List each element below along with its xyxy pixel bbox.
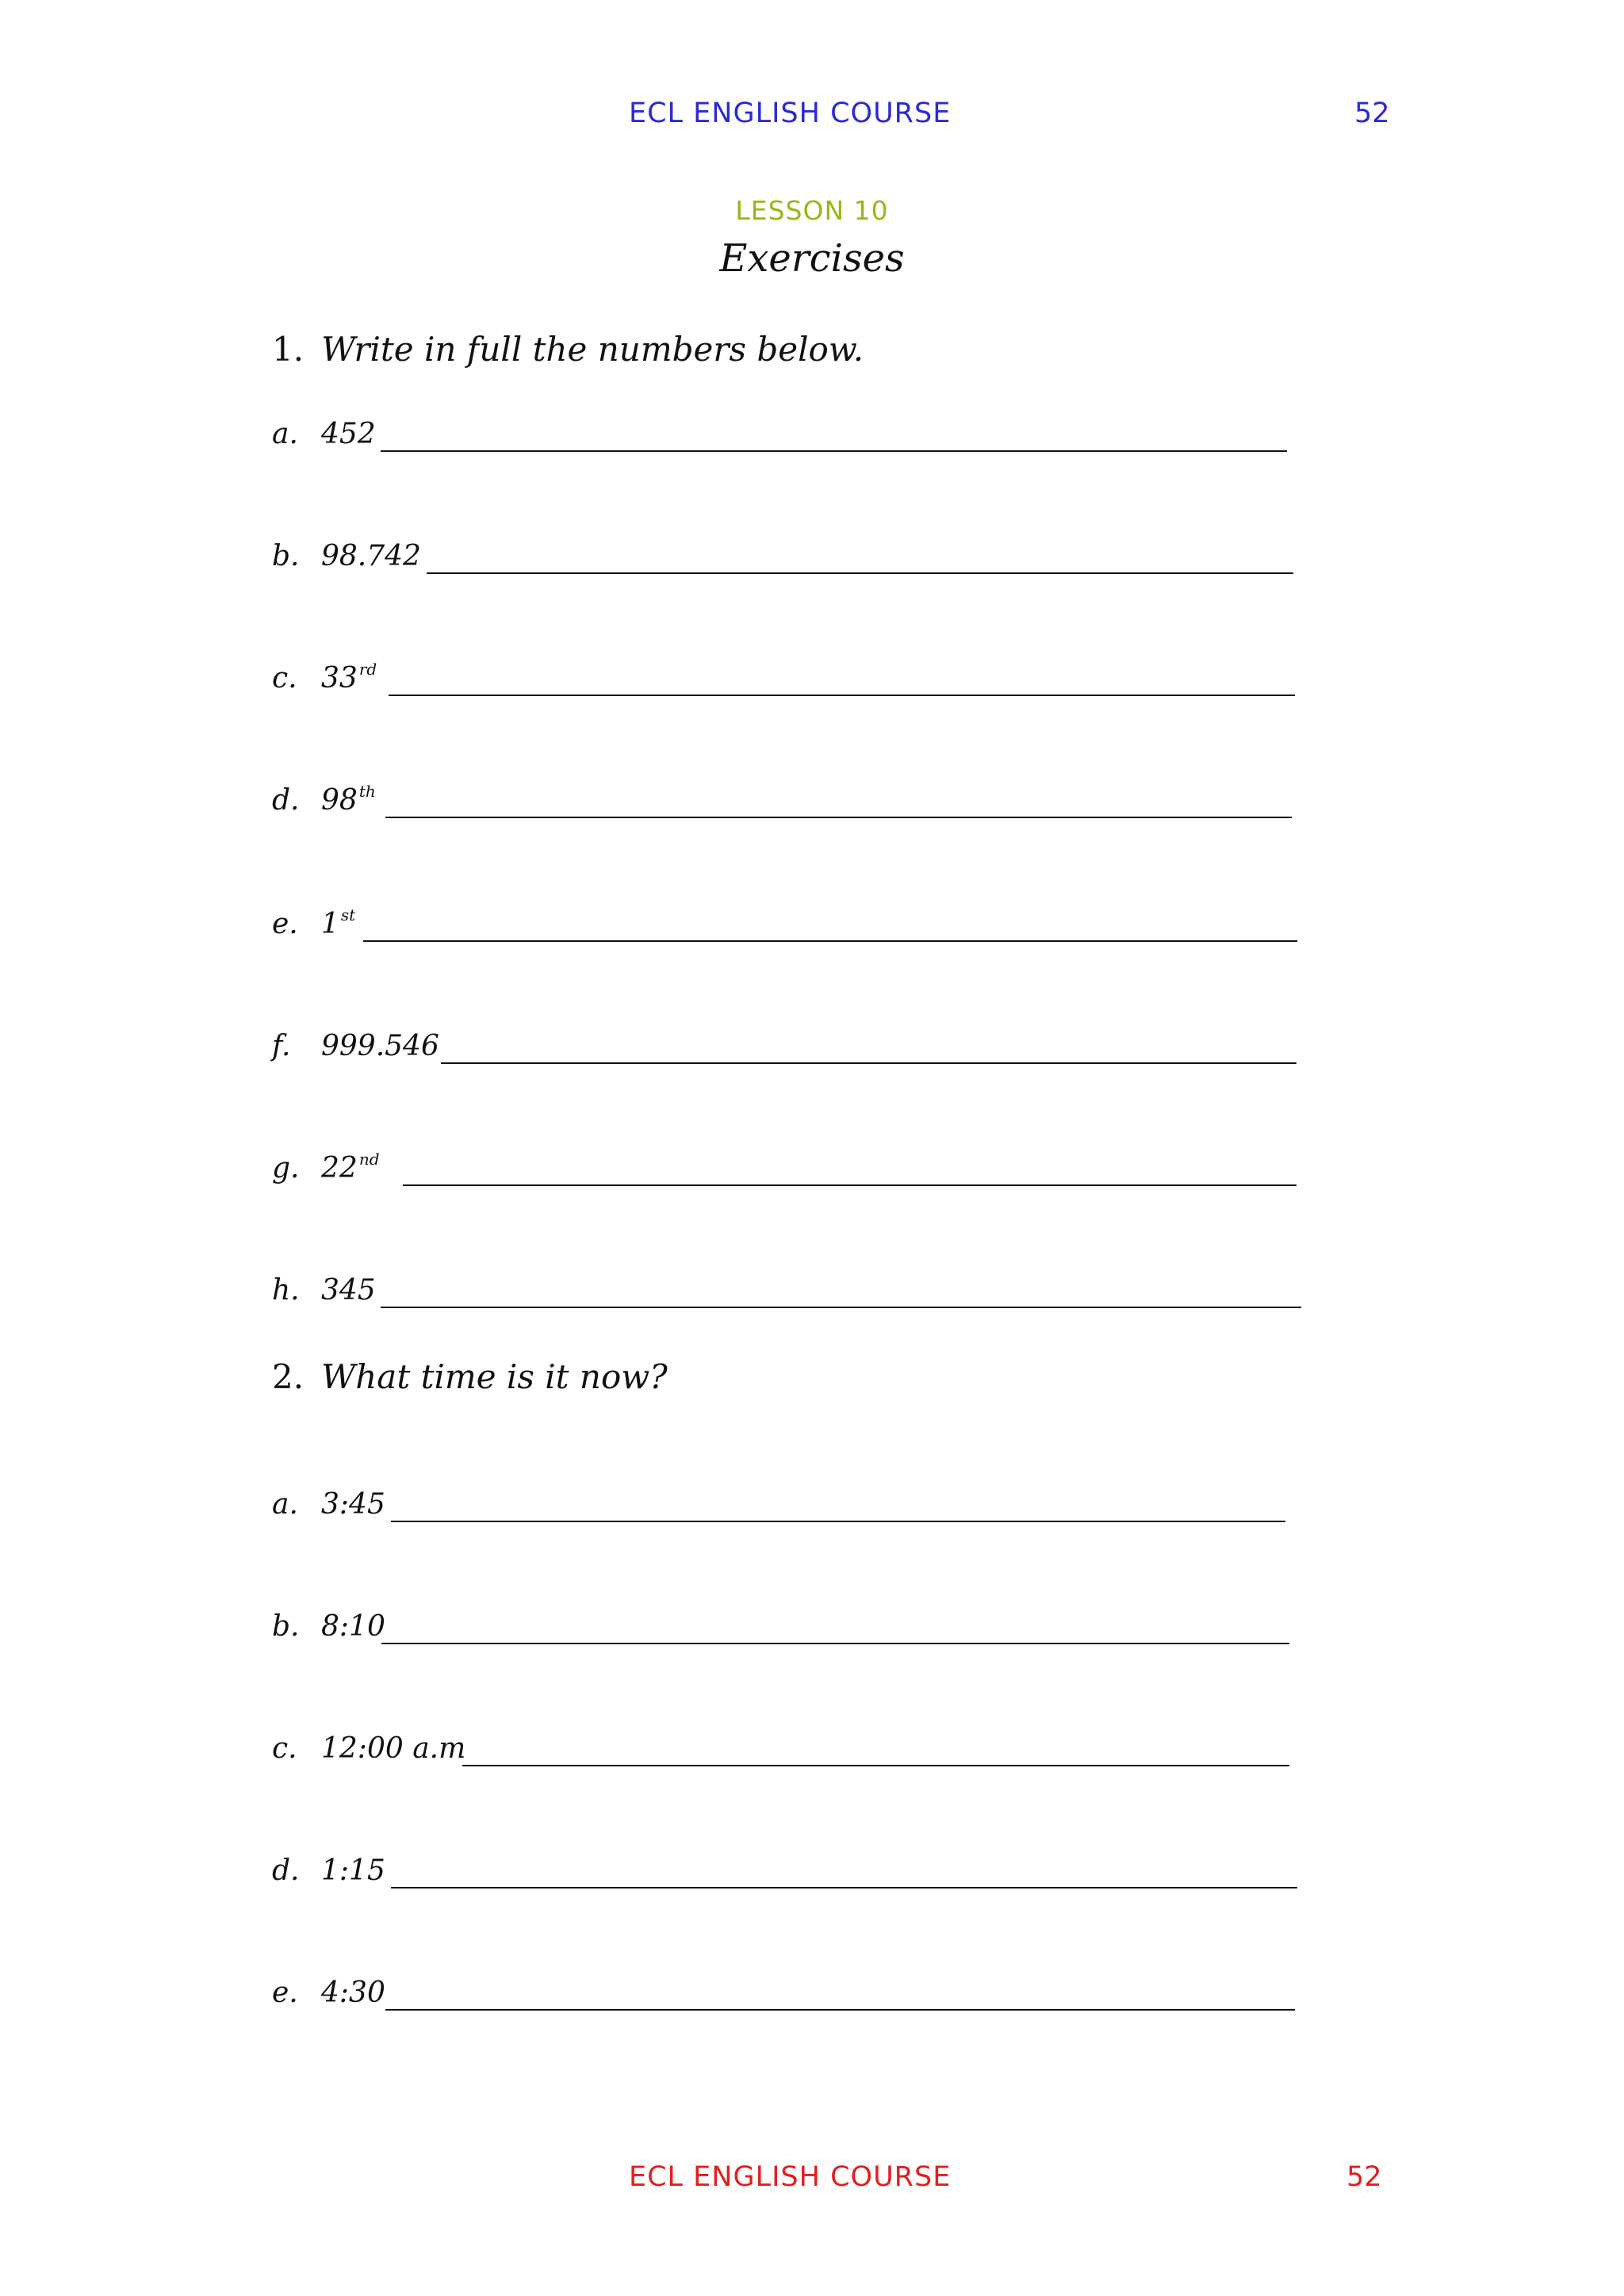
item-value: 8:10 [321, 1610, 385, 1643]
item-value: 22 $^{nd}$ [321, 1150, 380, 1184]
answer-line[interactable] [363, 940, 1297, 942]
section-1-number: 1. [272, 330, 304, 369]
exercise-item [272, 1018, 1366, 1066]
item-letter: h. [272, 1274, 300, 1307]
header-title: ECL ENGLISH COURSE [629, 98, 952, 129]
item-letter: b. [272, 1610, 300, 1643]
exercise-item [272, 650, 1366, 698]
exercise-item [272, 1720, 1366, 1768]
answer-line[interactable] [462, 1765, 1289, 1766]
page-title: Exercises [719, 236, 905, 281]
item-value: 98.742 [321, 540, 421, 572]
exercise-item [272, 1598, 1366, 1646]
item-letter: a. [272, 1488, 298, 1521]
item-value: 452 [321, 418, 376, 450]
item-letter: a. [272, 418, 298, 450]
item-letter: c. [272, 1732, 297, 1765]
header-page-number: 52 [1354, 98, 1390, 129]
section-2-number: 2. [272, 1357, 304, 1396]
answer-line[interactable] [389, 695, 1295, 696]
section-1-title [272, 330, 864, 369]
section-2-text: What time is it now? [321, 1357, 668, 1396]
item-value: 999.546 [321, 1030, 439, 1062]
item-letter: b. [272, 540, 300, 572]
item-letter: g. [272, 1152, 300, 1184]
section-1-text: Write in full the numbers below. [321, 330, 864, 369]
item-letter: d. [272, 784, 300, 817]
item-value: 1:15 [321, 1854, 385, 1887]
lesson-label: LESSON 10 [735, 195, 889, 226]
footer-title: ECL ENGLISH COURSE [629, 2161, 952, 2193]
exercise-item [272, 1140, 1366, 1188]
answer-line[interactable] [391, 1521, 1285, 1522]
exercise-item [272, 528, 1366, 576]
item-value: 3:45 [321, 1488, 385, 1521]
exercise-item [272, 896, 1366, 943]
item-value: 1 $^{st}$ [321, 905, 356, 940]
item-value: 33 $^{rd}$ [321, 660, 377, 695]
answer-line[interactable] [441, 1062, 1297, 1064]
item-letter: d. [272, 1854, 300, 1887]
item-letter: f. [272, 1030, 291, 1062]
item-value: 345 [321, 1274, 376, 1307]
answer-line[interactable] [391, 1887, 1297, 1888]
exercise-item [272, 1262, 1366, 1310]
footer-page-number: 52 [1346, 2161, 1382, 2193]
section-2-title [272, 1357, 668, 1396]
answer-line[interactable] [381, 450, 1287, 452]
item-value: 12:00 a.m [321, 1732, 466, 1765]
exercise-item [272, 772, 1366, 820]
exercise-item [272, 1476, 1366, 1524]
answer-line[interactable] [381, 1643, 1289, 1644]
answer-line[interactable] [385, 2009, 1295, 2011]
item-letter: e. [272, 1976, 298, 2009]
answer-line[interactable] [385, 817, 1292, 818]
answer-line[interactable] [381, 1307, 1301, 1308]
exercise-item [272, 1843, 1366, 1890]
exercise-item [272, 1965, 1366, 2012]
answer-line[interactable] [403, 1184, 1297, 1186]
item-letter: c. [272, 662, 297, 695]
item-value: 4:30 [321, 1976, 385, 2009]
item-value: 98 $^{th}$ [321, 782, 376, 817]
answer-line[interactable] [427, 572, 1293, 574]
item-letter: e. [272, 908, 298, 940]
exercise-item [272, 406, 1366, 453]
